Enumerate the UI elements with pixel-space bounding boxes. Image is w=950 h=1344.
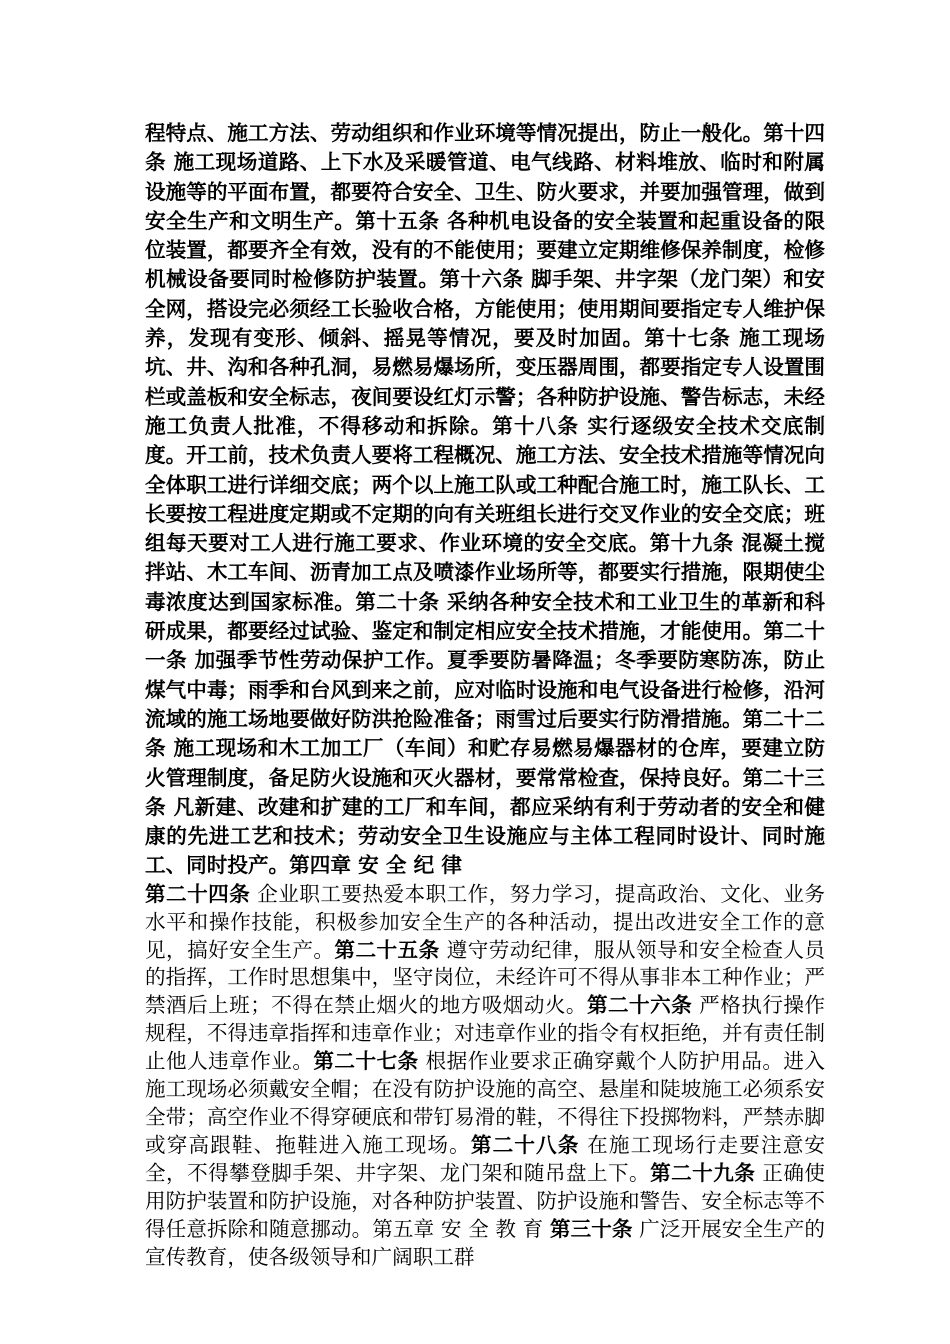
article-heading: 第二十九条	[650, 1160, 756, 1185]
article-text: 在施工现场行走要注意安全，不得攀登脚手架、井字架、龙门架和随吊盘上下。	[145, 1132, 826, 1185]
document-body	[145, 119, 825, 1271]
article-heading: 第三十条	[549, 1216, 633, 1241]
article-heading: 第二十八条	[470, 1132, 580, 1157]
article-text: 遵守劳动纪律，服从领导和安全检查人员的指挥，工作时思想集中，坚守岗位，未经许可不得从事非本工种作业；严禁酒后上班；不得在禁止烟火的地方吸烟动火。	[145, 937, 826, 1018]
article-text: 根据作业要求正确穿戴个人防护用品。进入施工现场必须戴安全帽；在没有防护设施的高空、悬崖和陡坡施工必须系安全带；高空作业不得穿硬底和带钉易滑的鞋，不得往下投掷物料，严禁赤脚或穿高跟鞋、拖鞋进入施工现场。	[145, 1049, 826, 1157]
article-text: 正确使用防护装置和防护设施，对各种防护装置、防护设施和警告、安全标志等不得任意拆除和随意挪动。第五章 安 全 教 育	[145, 1160, 826, 1241]
article-heading: 第二十四条	[145, 881, 251, 906]
article-heading: 第二十六条	[586, 993, 693, 1018]
regulations-paragraph-chapter-3: 程特点、施工方法、劳动组织和作业环境等情况提出，防止一般化。第十四条 施工现场道路、上下水及采暖管道、电气线路、材料堆放、临时和附属设施等的平面布置，都要符合安全、卫生、防火要求，并要加强管理，做到安全生产和文明生产。第十五条 各种机电设备的安全装置和起重设备的限位装置，都要齐全有效，没有的不能使用；要建立定期维修保养制度，检修机械设备要同时检修防护装置。第十六条 脚手架、井字架（龙门架）和安全网，搭设完必须经工长验收合格，方能使用；使用期间要指定专人维护保养，发现有变形、倾斜、摇晃等情况，要及时加固。第十七条 施工现场坑、井、沟和各种孔洞，易燃易爆场所，变压器周围，都要指定专人设置围栏或盖板和安全标志，夜间要设红灯示警；各种防护设施、警告标志，未经施工负责人批准，不得移动和拆除。第十八条 实行逐级安全技术交底制度。开工前，技术负责人要将工程概况、施工方法、安全技术措施等情况向全体职工进行详细交底；两个以上施工队或工种配合施工时，施工队长、工长要按工程进度定期或不定期的向有关班组长进行交叉作业的安全交底；班组每天要对工人进行施工要求、作业环境的安全交底。第十九条 混凝土搅拌站、木工车间、沥青加工点及喷漆作业场所等，都要实行措施，限期使尘毒浓度达到国家标准。第二十条 采纳各种安全技术和工业卫生的革新和科研成果，都要经过试验、鉴定和制定相应安全技术措施，才能使用。第二十一条 加强季节性劳动保护工作。夏季要防暑降温；冬季要防寒防冻，防止煤气中毒；雨季和台风到来之前，应对临时设施和电气设备进行检修，沿河流域的施工场地要做好防洪抢险准备；雨雪过后要实行防滑措施。第二十二条 施工现场和木工加工厂（车间）和贮存易燃易爆器材的仓库，要建立防火管理制度，备足防火设施和灭火器材，要常常检查，保持良好。第二十三条 凡新建、改建和扩建的工厂和车间，都应采纳有利于劳动者的安全和健康的先进工艺和技术；劳动安全卫生设施应与主体工程同时设计、同时施工、同时投产。第四章 安 全 纪 律	[145, 121, 825, 878]
regulations-paragraph-chapter-4	[145, 881, 825, 1272]
article-heading: 第二十五条	[334, 937, 440, 962]
article-text: 广泛开展安全生产的宣传教育，使各级领导和广阔职工群	[145, 1216, 826, 1269]
article-heading: 第二十七条	[313, 1049, 419, 1074]
article-text: 企业职工要热爱本职工作，努力学习，提高政治、文化、业务水平和操作技能，积极参加安全生产的各种活动，提出改进安全工作的意见，搞好安全生产。	[145, 881, 826, 962]
article-text: 严格执行操作规程，不得违章指挥和违章作业；对违章作业的指令有权拒绝，并有责任制止他人违章作业。	[145, 993, 826, 1074]
